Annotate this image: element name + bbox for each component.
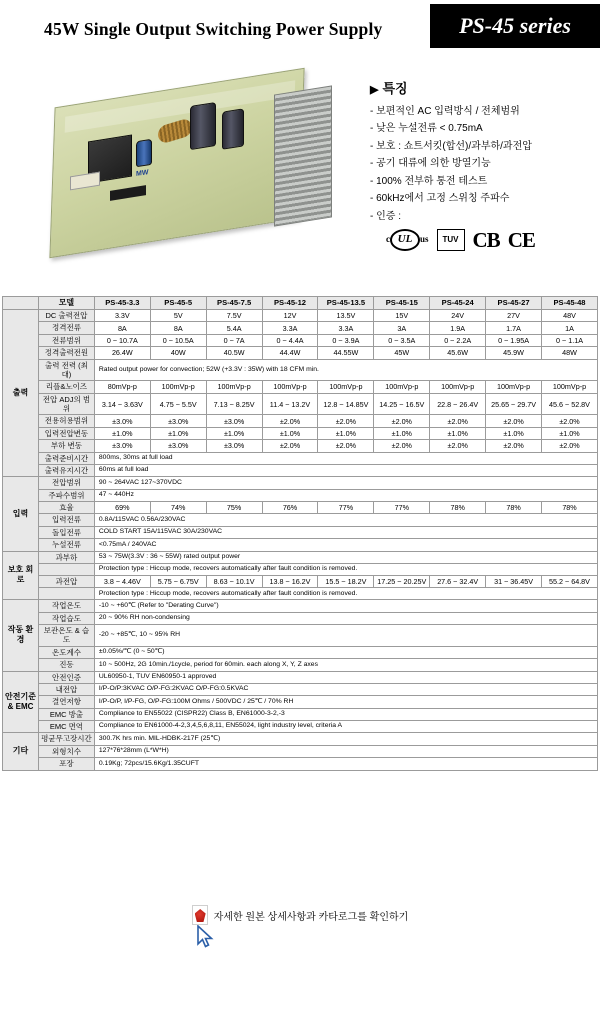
- row-group-label: 작동 환경: [3, 600, 39, 671]
- row-value: 1A: [542, 322, 598, 334]
- row-value: 48V: [542, 310, 598, 322]
- list-item: - 보호 : 쇼트서킷(합선)/과부하/과전압: [370, 140, 532, 152]
- row-value: 78%: [430, 502, 486, 514]
- table-row: [3, 758, 598, 770]
- table-row: [3, 708, 598, 720]
- cb-icon: CB: [472, 228, 500, 253]
- row-value: 7.13 ~ 8.25V: [206, 393, 262, 415]
- row-label: 효율: [39, 502, 95, 514]
- features-list: [370, 82, 535, 288]
- row-group-label: 입력: [3, 477, 39, 551]
- row-value: ±1.0%: [318, 427, 374, 439]
- product-photo: [40, 66, 340, 266]
- triangle-bullet-icon: ▶: [370, 84, 379, 96]
- row-value: 44.4W: [262, 347, 318, 359]
- row-value: 45.6 ~ 52.8V: [542, 393, 598, 415]
- table-row: [3, 696, 598, 708]
- row-label: 결연저항: [39, 696, 95, 708]
- row-value: ±3.0%: [150, 440, 206, 452]
- table-row: [3, 563, 598, 575]
- table-row: [3, 477, 598, 489]
- table-row: [3, 347, 598, 359]
- row-value: <0.75mA / 240VAC: [94, 539, 597, 551]
- specification-table: [2, 296, 598, 771]
- row-value: 0 ~ 2.2A: [430, 334, 486, 346]
- row-value: 26.4W: [94, 347, 150, 359]
- row-label: 전류범위: [39, 334, 95, 346]
- row-value: ±3.0%: [94, 440, 150, 452]
- list-item: - 인증 :: [370, 210, 401, 222]
- row-value: 3.3A: [262, 322, 318, 334]
- row-value: I/P-O/P:3KVAC O/P-FG:2KVAC O/P-FG:0.5KVAC: [94, 683, 597, 695]
- table-row: [3, 625, 598, 647]
- row-value: 45.9W: [486, 347, 542, 359]
- row-label: 돌입전류: [39, 526, 95, 538]
- row-value: 10 ~ 500Hz, 2G 10min./1cycle, period for 60min. each along X, Y, Z axes: [94, 659, 597, 671]
- row-value: 7.5V: [206, 310, 262, 322]
- row-group-label: 안전기준 & EMC: [3, 671, 39, 733]
- series-badge: PS-45 series: [430, 4, 600, 48]
- row-value: UL60950-1, TUV EN60950-1 approved: [94, 671, 597, 683]
- row-value: 100mVp-p: [206, 381, 262, 393]
- row-group-label: 보호 회로: [3, 551, 39, 600]
- row-value: ±1.0%: [486, 427, 542, 439]
- row-value: ±2.0%: [430, 415, 486, 427]
- row-value: ±1.0%: [206, 427, 262, 439]
- row-value: 31 ~ 36.45V: [486, 575, 542, 587]
- list-item: - 100% 전부하 통전 테스트: [370, 175, 488, 187]
- row-label: 정격전류: [39, 322, 95, 334]
- table-body: [3, 310, 598, 771]
- table-row: [3, 452, 598, 464]
- column-header: PS-45-48: [542, 297, 598, 310]
- row-value: 75%: [206, 502, 262, 514]
- table-row: [3, 310, 598, 322]
- brand-logo: MW: [136, 169, 149, 178]
- row-value: Rated output power for convection; 52W (+3.3V : 35W) with 18 CFM min.: [94, 359, 597, 381]
- row-label: 외형치수: [39, 745, 95, 757]
- row-value: 0 ~ 7A: [206, 334, 262, 346]
- row-value: ±1.0%: [542, 427, 598, 439]
- table-row: [3, 514, 598, 526]
- row-value: 3.14 ~ 3.63V: [94, 393, 150, 415]
- row-value: 45.6W: [430, 347, 486, 359]
- column-header: PS-45-5: [150, 297, 206, 310]
- column-header: PS-45-12: [262, 297, 318, 310]
- table-row: [3, 671, 598, 683]
- table-header: [3, 297, 598, 310]
- row-value: 69%: [94, 502, 150, 514]
- row-value: Protection type : Hiccup mode, recovers automatically after fault condition is removed.: [94, 588, 597, 600]
- ul-suffix: us: [420, 234, 429, 245]
- row-value: ±2.0%: [486, 415, 542, 427]
- table-row: [3, 297, 598, 310]
- row-value: ±3.0%: [150, 415, 206, 427]
- list-item: - 낮은 누설전류 < 0.75mA: [370, 123, 483, 135]
- row-value: 0 ~ 4.4A: [262, 334, 318, 346]
- row-value: 8.63 ~ 10.1V: [206, 575, 262, 587]
- row-value: 77%: [374, 502, 430, 514]
- row-value: ±1.0%: [94, 427, 150, 439]
- capacitor-small: [136, 139, 152, 168]
- row-label: 정격출력전원: [39, 347, 95, 359]
- row-value: ±1.0%: [374, 427, 430, 439]
- row-value: 100mVp-p: [430, 381, 486, 393]
- row-label: 평균무고장시간: [39, 733, 95, 745]
- row-value: 44.55W: [318, 347, 374, 359]
- row-value: 60ms at full load: [94, 464, 597, 476]
- row-value: 0.19Kg; 72pcs/15.6Kg/1.35CUFT: [94, 758, 597, 770]
- table-row: [3, 600, 598, 612]
- row-value: 4.75 ~ 5.5V: [150, 393, 206, 415]
- list-item: - 보편적인 AC 입력방식 / 전체범위: [370, 105, 520, 117]
- specification-table-wrap: [0, 296, 600, 771]
- table-row: [3, 683, 598, 695]
- table-row: [3, 359, 598, 381]
- model-label: 모델: [39, 297, 95, 310]
- row-value: 78%: [542, 502, 598, 514]
- table-row: [3, 415, 598, 427]
- row-value: 20 ~ 90% RH non-condensing: [94, 612, 597, 624]
- row-label: 안전인증: [39, 671, 95, 683]
- row-value: ±1.0%: [262, 427, 318, 439]
- corner-cell: [3, 297, 39, 310]
- row-value: 47 ~ 440Hz: [94, 489, 597, 501]
- row-label: 온도계수: [39, 646, 95, 658]
- row-value: 27.6 ~ 32.4V: [430, 575, 486, 587]
- row-value: 15.5 ~ 18.2V: [318, 575, 374, 587]
- row-value: 0 ~ 3.5A: [374, 334, 430, 346]
- row-label: 전압범위: [39, 477, 95, 489]
- row-value: 12.8 ~ 14.85V: [318, 393, 374, 415]
- row-value: 27V: [486, 310, 542, 322]
- table-row: [3, 464, 598, 476]
- row-value: 22.8 ~ 26.4V: [430, 393, 486, 415]
- table-row: [3, 588, 598, 600]
- row-value: 13.5V: [318, 310, 374, 322]
- row-value: ±2.0%: [318, 440, 374, 452]
- row-label: 전용허용범위: [39, 415, 95, 427]
- row-label: 입력전류: [39, 514, 95, 526]
- features-title-text: 특징: [382, 81, 408, 96]
- row-value: I/P-O/P, I/P-FG, O/P-FG:100M Ohms / 500VDC / 25℃ / 70% RH: [94, 696, 597, 708]
- row-value: 100mVp-p: [318, 381, 374, 393]
- row-label: 리플&노이즈: [39, 381, 95, 393]
- row-value: 0 ~ 3.9A: [318, 334, 374, 346]
- row-value: Compliance to EN61000-4-2,3,4,5,6,8,11, EN55024, light industry level, criteria A: [94, 721, 597, 733]
- column-header: PS-45-15: [374, 297, 430, 310]
- row-label: 포장: [39, 758, 95, 770]
- row-value: 11.4 ~ 13.2V: [262, 393, 318, 415]
- row-label: [39, 588, 95, 600]
- row-value: ±1.0%: [430, 427, 486, 439]
- row-label: 과부하: [39, 551, 95, 563]
- row-value: ±2.0%: [374, 440, 430, 452]
- table-row: [3, 721, 598, 733]
- row-label: 출력 전력 (최대): [39, 359, 95, 381]
- row-label: [39, 563, 95, 575]
- row-value: 15V: [374, 310, 430, 322]
- row-value: 17.25 ~ 20.25V: [374, 575, 430, 587]
- catalog-link[interactable]: [0, 905, 600, 925]
- row-value: 8A: [150, 322, 206, 334]
- row-value: 80mVp-p: [94, 381, 150, 393]
- list-item: - 60kHz에서 고정 스위칭 주파수: [370, 193, 510, 205]
- product-overview-section: [0, 58, 600, 288]
- table-row: [3, 539, 598, 551]
- row-value: 3.3A: [318, 322, 374, 334]
- row-value: ±2.0%: [542, 415, 598, 427]
- row-value: 8A: [94, 322, 150, 334]
- table-row: [3, 733, 598, 745]
- row-label: DC 출력전압: [39, 310, 95, 322]
- column-header: PS-45-7.5: [206, 297, 262, 310]
- row-label: 보관온도 & 습도: [39, 625, 95, 647]
- row-value: 3.8 ~ 4.46V: [94, 575, 150, 587]
- row-value: 13.8 ~ 16.2V: [262, 575, 318, 587]
- row-label: EMC 방출: [39, 708, 95, 720]
- row-value: 5.4A: [206, 322, 262, 334]
- row-value: 1.7A: [486, 322, 542, 334]
- row-value: ±0.05%/℃ (0 ~ 50℃): [94, 646, 597, 658]
- row-value: 53 ~ 75W(3.3V : 36 ~ 55W) rated output power: [94, 551, 597, 563]
- tuv-icon: TUV: [437, 229, 465, 251]
- row-value: COLD START 15A/115VAC 30A/230VAC: [94, 526, 597, 538]
- row-value: 40.5W: [206, 347, 262, 359]
- row-value: 74%: [150, 502, 206, 514]
- row-value: 100mVp-p: [486, 381, 542, 393]
- row-value: 300.7K hrs min. MIL-HDBK-217F (25℃): [94, 733, 597, 745]
- table-row: [3, 659, 598, 671]
- row-value: 0 ~ 1.1A: [542, 334, 598, 346]
- row-value: 76%: [262, 502, 318, 514]
- table-row: [3, 502, 598, 514]
- pdf-icon: [192, 905, 208, 925]
- row-label: 작업습도: [39, 612, 95, 624]
- row-value: -20 ~ +85℃, 10 ~ 95% RH: [94, 625, 597, 647]
- row-value: 90 ~ 264VAC 127~370VDC: [94, 477, 597, 489]
- row-value: 45W: [374, 347, 430, 359]
- ce-icon: CE: [507, 228, 535, 253]
- row-value: ±2.0%: [262, 440, 318, 452]
- column-header: PS-45-13.5: [318, 297, 374, 310]
- row-value: ±1.0%: [150, 427, 206, 439]
- row-label: 누설전류: [39, 539, 95, 551]
- table-row: [3, 334, 598, 346]
- ul-prefix: c: [386, 234, 390, 245]
- row-label: 과전압: [39, 575, 95, 587]
- row-value: 800ms, 30ms at full load: [94, 452, 597, 464]
- row-value: ±2.0%: [430, 440, 486, 452]
- table-row: [3, 612, 598, 624]
- ul-icon: UL: [390, 229, 420, 251]
- row-value: 100mVp-p: [374, 381, 430, 393]
- row-value: 100mVp-p: [542, 381, 598, 393]
- table-row: [3, 322, 598, 334]
- table-row: [3, 381, 598, 393]
- certification-marks: [386, 229, 535, 251]
- column-header: PS-45-3.3: [94, 297, 150, 310]
- row-value: Compliance to EN55022 (CISPR22) Class B, EN61000-3-2,-3: [94, 708, 597, 720]
- row-label: 출력준비시간: [39, 452, 95, 464]
- table-row: [3, 440, 598, 452]
- row-value: 3A: [374, 322, 430, 334]
- page-title: 45W Single Output Switching Power Supply: [44, 18, 383, 39]
- row-value: 100mVp-p: [150, 381, 206, 393]
- list-item: - 공기 대류에 의한 방열기능: [370, 158, 491, 170]
- row-value: 40W: [150, 347, 206, 359]
- table-row: [3, 646, 598, 658]
- row-value: 48W: [542, 347, 598, 359]
- row-value: ±3.0%: [206, 415, 262, 427]
- row-value: 127*76*28mm (L*W*H): [94, 745, 597, 757]
- table-row: [3, 551, 598, 563]
- row-group-label: 출력: [3, 310, 39, 477]
- row-label: 진동: [39, 659, 95, 671]
- row-label: 출력유지시간: [39, 464, 95, 476]
- table-row: [3, 489, 598, 501]
- table-row: [3, 526, 598, 538]
- table-row: [3, 745, 598, 757]
- row-value: 12V: [262, 310, 318, 322]
- row-value: ±2.0%: [262, 415, 318, 427]
- features-items: [370, 107, 535, 223]
- table-row: [3, 575, 598, 587]
- features-title: [370, 82, 535, 97]
- row-value: 0 ~ 10.5A: [150, 334, 206, 346]
- row-value: ±2.0%: [542, 440, 598, 452]
- row-value: -10 ~ +60℃ (Refer to "Derating Curve"): [94, 600, 597, 612]
- row-label: 입력전압변동: [39, 427, 95, 439]
- row-group-label: 기타: [3, 733, 39, 770]
- row-value: 55.2 ~ 64.8V: [542, 575, 598, 587]
- row-value: ±2.0%: [486, 440, 542, 452]
- table-row: [3, 427, 598, 439]
- row-value: 24V: [430, 310, 486, 322]
- row-value: 77%: [318, 502, 374, 514]
- table-row: [3, 393, 598, 415]
- row-value: 0 ~ 1.95A: [486, 334, 542, 346]
- capacitor-medium: [222, 108, 244, 149]
- row-value: ±2.0%: [318, 415, 374, 427]
- heatsink: [274, 85, 332, 226]
- row-value: Protection type : Hiccup mode, recovers automatically after fault condition is removed.: [94, 563, 597, 575]
- row-value: ±3.0%: [94, 415, 150, 427]
- row-value: ±2.0%: [374, 415, 430, 427]
- column-header: PS-45-27: [486, 297, 542, 310]
- row-value: 14.25 ~ 16.5V: [374, 393, 430, 415]
- row-label: 작업온도: [39, 600, 95, 612]
- row-value: 5V: [150, 310, 206, 322]
- row-value: 1.9A: [430, 322, 486, 334]
- row-label: 주파수범위: [39, 489, 95, 501]
- column-header: PS-45-24: [430, 297, 486, 310]
- row-value: 5.75 ~ 6.75V: [150, 575, 206, 587]
- row-label: 내전압: [39, 683, 95, 695]
- page-header: [0, 0, 600, 58]
- row-label: 부하 변동: [39, 440, 95, 452]
- row-value: 25.65 ~ 29.7V: [486, 393, 542, 415]
- catalog-link-label: 자세한 원본 상세사항과 카타로그를 확인하기: [213, 911, 409, 923]
- row-value: ±3.0%: [206, 440, 262, 452]
- row-value: 3.3V: [94, 310, 150, 322]
- capacitor-large: [190, 102, 216, 150]
- row-value: 100mVp-p: [262, 381, 318, 393]
- row-value: 78%: [486, 502, 542, 514]
- row-label: EMC 면역: [39, 721, 95, 733]
- row-label: 전압 ADJ의 범위: [39, 393, 95, 415]
- ul-certification: [386, 229, 429, 251]
- row-value: 0 ~ 10.7A: [94, 334, 150, 346]
- row-value: 0.8A/115VAC 0.56A/230VAC: [94, 514, 597, 526]
